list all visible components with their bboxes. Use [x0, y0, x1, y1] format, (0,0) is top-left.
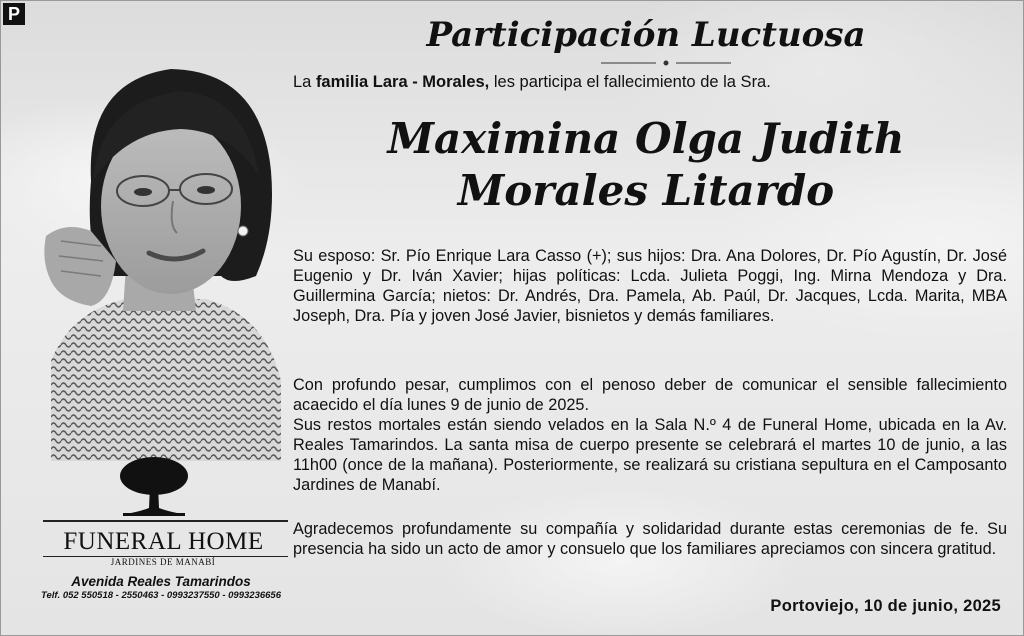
intro-suffix: les participa el fallecimiento de la Sra. [489, 73, 771, 91]
logo-title: FUNERAL HOME [63, 528, 264, 555]
name-line-1: Maximina Olga Judith [387, 114, 905, 163]
intro-prefix: La [293, 73, 316, 91]
portrait-photo [31, 61, 281, 461]
thanks-paragraph: Agradecemos profundamente su compañía y solidaridad durante estas ceremonias de fe. Su presencia ha sido un acto de amor y consuelo que los familiares apreciamos con sincera gratitud. [293, 520, 1007, 558]
logo-divider-top [43, 520, 288, 522]
tree-icon [119, 456, 189, 518]
logo-address: Avenida Reales Tamarindos [71, 574, 251, 589]
intro-line [293, 73, 893, 92]
deceased-name [291, 113, 1001, 217]
notice-paragraph [293, 375, 1007, 495]
funeral-home-logo [31, 456, 291, 606]
dateline: Portoviejo, 10 de junio, 2025 [770, 597, 1001, 615]
family-list-paragraph: Su esposo: Sr. Pío Enrique Lara Casso (+); sus hijos: Dra. Ana Dolores, Dr. Pío Agustín, Dr. José Eugenio y Dr. Iván Xavier; hijas políticas: Lcda. Julieta Poggi, Ing. Mirna Mendoza y Dra. Guillermina García; nietos: Dr. Andrés, Dra. Pamela, Ab. Paúl, Dr. Jacques, Lcda. Marita, MBA Joseph, Dra. Pía y joven José Javier, bisnietos y demás familiares. [293, 247, 1007, 325]
family-name: familia Lara - Morales, [315, 73, 490, 91]
notice-text-2: Sus restos mortales están siendo velados en la Sala N.º 4 de Funeral Home, ubicada en la Av. Reales Tamarindos. La santa misa de cuerpo presente se celebrará el martes 10 de junio, a las 11h00 (once de la mañana). Posteriormente, se realizará su cristiana sepultura en el Camposanto Jardines de Manabí. [293, 416, 1007, 494]
publication-badge: P [3, 3, 25, 25]
logo-subtitle: JARDINES DE MANABÍ [110, 557, 216, 567]
logo-phones: Telf. 052 550518 - 2550463 - 0993237550 - 0993236656 [41, 590, 281, 601]
heading-ornament [601, 59, 731, 67]
name-line-2: Morales Litardo [457, 166, 835, 215]
notice-text-1: Con profundo pesar, cumplimos con el penoso deber de comunicar el sensible fallecimiento acaecido el día lunes 9 de junio de 2025. [293, 376, 1007, 414]
notice-heading: Participación Luctuosa [426, 15, 866, 55]
